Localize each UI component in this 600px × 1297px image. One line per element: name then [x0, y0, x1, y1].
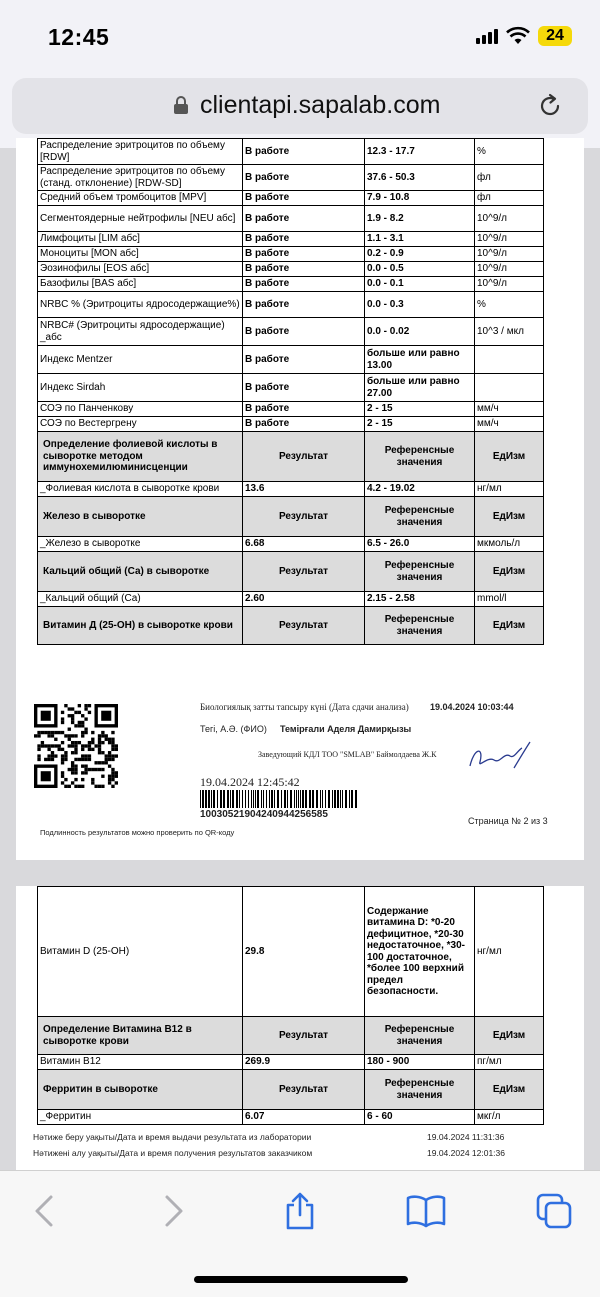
cell-result: В работе — [243, 206, 365, 232]
url-text[interactable]: clientapi.sapalab.com — [200, 91, 441, 119]
document-viewer[interactable] — [0, 140, 600, 1170]
cell-ref: 0.0 - 0.1 — [365, 277, 475, 292]
issue-date-value: 19.04.2024 11:31:36 — [427, 1132, 505, 1142]
table-row — [38, 374, 544, 402]
cell-unit: 10^9/л — [475, 262, 544, 277]
section-header-calcium: Кальций общий (Са) в сыворотке Результат Референсные значения ЕдИзм — [38, 552, 544, 592]
cell-result: В работе — [243, 232, 365, 247]
cell-unit: мм/ч — [475, 402, 544, 417]
wifi-icon — [506, 27, 530, 45]
bookmarks-button[interactable] — [406, 1191, 446, 1231]
submit-date-value: 19.04.2024 10:03:44 — [430, 702, 514, 712]
section-header-b12: Определение Витамина B12 в сыворотке крови Результат Референсные значения ЕдИзм — [38, 1017, 544, 1055]
share-button[interactable] — [280, 1191, 320, 1231]
receive-date-label: Нәтижені алу уақыты/Дата и время получения результатов заказчиком — [33, 1148, 313, 1158]
cell-result: В работе — [243, 292, 365, 318]
cell-name: NRBC % (Эритроциты ядросодержащие%) — [38, 292, 243, 318]
forward-button[interactable] — [154, 1191, 194, 1231]
cell-result: В работе — [243, 191, 365, 206]
submit-date-label: Биологиялық затты тапсыру күні (Дата сдачи анализа) — [200, 702, 409, 712]
cell-unit: мм/ч — [475, 417, 544, 432]
table-row — [38, 165, 544, 191]
cell-name: СОЭ по Панченкову — [38, 402, 243, 417]
print-timestamp: 19.04.2024 12:45:42 — [200, 775, 300, 789]
signal-icon — [476, 28, 498, 44]
forward-icon — [163, 1194, 185, 1228]
cell-ref: больше или равно 13.00 — [365, 346, 475, 374]
receive-date-value: 19.04.2024 12:01:36 — [427, 1148, 505, 1158]
back-icon — [33, 1194, 55, 1228]
cell-unit: % — [475, 292, 544, 318]
tabs-icon — [535, 1192, 573, 1230]
cell-name: СОЭ по Вестергрену — [38, 417, 243, 432]
fio-label: Тегі, А.Ә. (ФИО) — [200, 724, 267, 734]
cell-name: Лимфоциты [LIM абс] — [38, 232, 243, 247]
qr-note: Подлинность результатов можно проверить по QR-коду — [40, 828, 235, 837]
table-row — [38, 277, 544, 292]
cell-unit — [475, 346, 544, 374]
table-row — [38, 318, 544, 346]
issue-date-label: Нәтиже беру уақыты/Дата и время выдачи результата из лаборатории — [33, 1132, 312, 1142]
home-indicator — [194, 1276, 408, 1283]
cell-ref: 12.3 - 17.7 — [365, 139, 475, 165]
barcode-number: 10030521904240944256585 — [200, 809, 328, 820]
table-row — [38, 346, 544, 374]
table-row — [38, 247, 544, 262]
table-row-b12: Витамин B12 269.9 180 - 900 пг/мл — [38, 1055, 544, 1070]
table-row-ferritin: _Ферритин 6.07 6 - 60 мкг/л — [38, 1110, 544, 1125]
table-row — [38, 139, 544, 165]
cell-unit: фл — [475, 191, 544, 206]
cell-ref: 2 - 15 — [365, 417, 475, 432]
table-row — [38, 262, 544, 277]
address-bar[interactable] — [12, 78, 588, 134]
lock-icon — [174, 96, 188, 114]
cell-ref: 37.6 - 50.3 — [365, 165, 475, 191]
cell-unit — [475, 374, 544, 402]
table-row-iron: _Железо в сыворотке 6.68 6.5 - 26.0 мкмоль/л — [38, 537, 544, 552]
cell-name: Средний объем тромбоцитов [MPV] — [38, 191, 243, 206]
cell-name: Индекс Sirdah — [38, 374, 243, 402]
share-icon — [284, 1191, 316, 1231]
cell-ref: 0.0 - 0.3 — [365, 292, 475, 318]
cell-name: Эозинофилы [EOS абс] — [38, 262, 243, 277]
cell-ref: 0.0 - 0.5 — [365, 262, 475, 277]
status-time: 12:45 — [48, 24, 110, 50]
report-page-3 — [16, 886, 584, 1186]
cell-unit: 10^9/л — [475, 232, 544, 247]
cell-ref: 7.9 - 10.8 — [365, 191, 475, 206]
lab-head-label: Заведующий КДЛ ТОО "SMLAB" Баймолдаева Ж.К — [258, 750, 437, 759]
table-row — [38, 191, 544, 206]
bookmarks-icon — [406, 1194, 446, 1228]
cell-name: Распределение эритроцитов по объему [RDW] — [38, 139, 243, 165]
page-number: Страница № 2 из 3 — [468, 816, 548, 826]
cell-result: В работе — [243, 262, 365, 277]
back-button[interactable] — [24, 1191, 64, 1231]
cell-result: В работе — [243, 139, 365, 165]
cell-name: Базофилы [BAS абс] — [38, 277, 243, 292]
table-row — [38, 206, 544, 232]
table-row-calcium: _Кальций общий (Са) 2.60 2.15 - 2.58 mmol/l — [38, 592, 544, 607]
status-icons — [476, 26, 572, 46]
cell-unit: 10^3 / мкл — [475, 318, 544, 346]
cell-result: В работе — [243, 346, 365, 374]
table-row — [38, 402, 544, 417]
cell-unit: % — [475, 139, 544, 165]
cell-name: Распределение эритроцитов по объему (станд. отклонение) [RDW-SD] — [38, 165, 243, 191]
section-header-ferritin: Ферритин в сыворотке Результат Референсные значения ЕдИзм — [38, 1070, 544, 1110]
cell-name: Моноциты [MON абс] — [38, 247, 243, 262]
fio-value: Темірғали Аделя Дамирқызы — [280, 724, 412, 734]
cell-result: В работе — [243, 374, 365, 402]
cell-ref: 2 - 15 — [365, 402, 475, 417]
cell-ref: 0.2 - 0.9 — [365, 247, 475, 262]
table-row-folate: _Фолиевая кислота в сыворотке крови 13.6 4.2 - 19.02 нг/мл — [38, 482, 544, 497]
table-row — [38, 232, 544, 247]
report-page-2 — [16, 138, 584, 860]
table-row-vitd: Витамин D (25-OH) 29.8 Содержание витамина D: *0-20 дефицитное, *20-30 недостаточное, *30-100 достаточное, *более 100 верхний предел безопасности. нг/мл — [38, 887, 544, 1017]
cell-result: В работе — [243, 165, 365, 191]
tabs-button[interactable] — [534, 1191, 574, 1231]
battery-indicator: 24 — [538, 26, 572, 46]
table-row — [38, 292, 544, 318]
cell-ref: больше или равно 27.00 — [365, 374, 475, 402]
barcode — [200, 790, 360, 808]
cell-unit: 10^9/л — [475, 247, 544, 262]
cell-ref: 1.1 - 3.1 — [365, 232, 475, 247]
cell-unit: 10^9/л — [475, 277, 544, 292]
qr-code[interactable] — [34, 704, 118, 788]
cell-ref: 0.0 - 0.02 — [365, 318, 475, 346]
section-header-iron: Железо в сыворотке Результат Референсные значения ЕдИзм — [38, 497, 544, 537]
cell-unit: 10^9/л — [475, 206, 544, 232]
cell-unit: фл — [475, 165, 544, 191]
cell-result: В работе — [243, 318, 365, 346]
table-row — [38, 417, 544, 432]
section-header-vitd: Витамин Д (25-ОН) в сыворотке крови Результат Референсные значения ЕдИзм — [38, 607, 544, 645]
status-bar — [0, 0, 600, 72]
cell-result: В работе — [243, 277, 365, 292]
cell-result: В работе — [243, 402, 365, 417]
section-header-folate: Определение фолиевой кислоты в сыворотке методом иммунохемилюминисценции Результат Референсные значения ЕдИзм — [38, 432, 544, 482]
signature — [464, 738, 534, 774]
cell-name: Сегментоядерные нейтрофилы [NEU абс] — [38, 206, 243, 232]
reload-icon[interactable] — [536, 92, 564, 120]
cell-result: В работе — [243, 417, 365, 432]
cell-name: Индекс Mentzer — [38, 346, 243, 374]
results-table — [37, 138, 544, 645]
cell-name: NRBC# (Эритроциты ядросодержащие) _абс — [38, 318, 243, 346]
cell-result: В работе — [243, 247, 365, 262]
results-table-2 — [37, 886, 544, 1125]
cell-ref: 1.9 - 8.2 — [365, 206, 475, 232]
